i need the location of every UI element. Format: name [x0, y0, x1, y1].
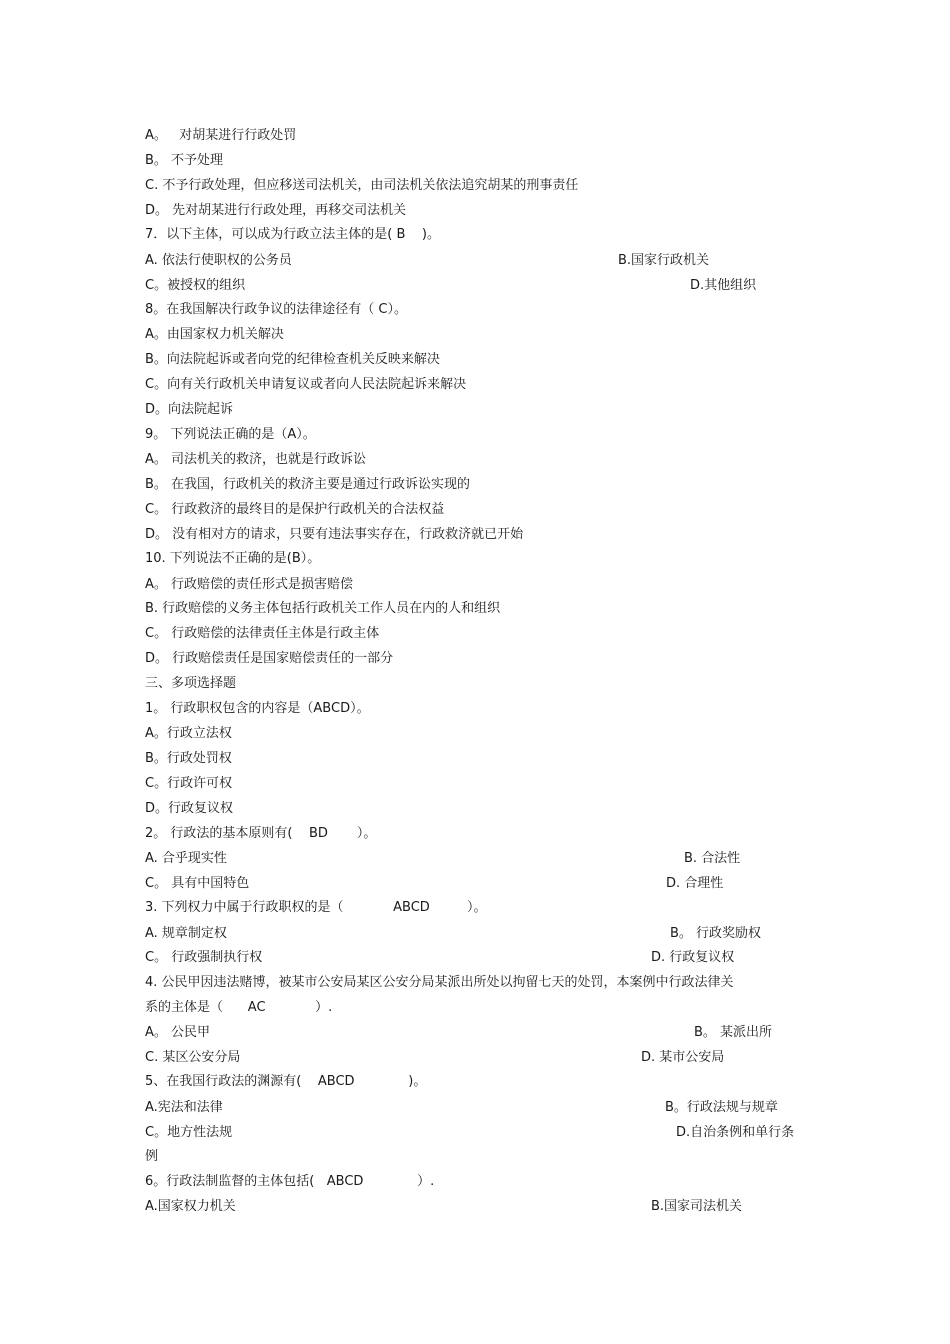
option-line: A。 行政赔偿的责任形式是损害赔偿	[145, 577, 354, 592]
question-line: 7．以下主体，可以成为行政立法主体的是( B )。	[145, 227, 440, 242]
option-line: C。被授权的组织	[145, 278, 246, 293]
option-line: A。行政立法权	[145, 726, 232, 741]
question-line: 4. 公民甲因违法赌博，被某市公安局某区公安分局某派出所处以拘留七天的处罚，本案例中行政法律关	[145, 975, 734, 990]
option-line: B。行政处罚权	[145, 751, 232, 766]
option-line-right: D. 行政复议权	[651, 950, 735, 965]
option-line: C. 某区公安分局	[145, 1050, 241, 1065]
option-line: C。向有关行政机关申请复议或者向人民法院起诉来解决	[145, 377, 467, 392]
option-line-continued: 例	[145, 1149, 159, 1164]
option-line: D。 没有相对方的请求，只要有违法事实存在，行政救济就已开始	[145, 527, 524, 542]
option-line: A。 对胡某进行行政处罚	[145, 128, 297, 143]
option-line-right: D.自治条例和单行条	[676, 1125, 795, 1140]
option-line: D。 先对胡某进行行政处理，再移交司法机关	[145, 203, 407, 218]
question-line: 5、在我国行政法的渊源有( ABCD )。	[145, 1074, 427, 1089]
option-line-right: B。 行政奖励权	[670, 926, 762, 941]
option-line: A。 司法机关的救济，也就是行政诉讼	[145, 452, 367, 467]
option-line: C。 具有中国特色	[145, 876, 250, 891]
option-line: D。行政复议权	[145, 801, 234, 816]
option-line-right: B。行政法规与规章	[665, 1100, 778, 1115]
option-line-right: D.其他组织	[690, 278, 757, 293]
question-line: 6。行政法制监督的主体包括( ABCD ）.	[145, 1174, 435, 1189]
section-heading: 三、多项选择题	[145, 676, 237, 691]
question-line: 8。在我国解决行政争议的法律途径有（ C）。	[145, 302, 407, 317]
option-line: A。 公民甲	[145, 1025, 211, 1040]
option-line: A。由国家权力机关解决	[145, 327, 284, 342]
question-line: 2。 行政法的基本原则有( BD ）。	[145, 826, 377, 841]
option-line-right: D. 某市公安局	[641, 1050, 725, 1065]
option-line-right: B。 某派出所	[694, 1025, 773, 1040]
question-line: 9。 下列说法正确的是（A）。	[145, 427, 316, 442]
option-line: B。 不予处理	[145, 153, 224, 168]
option-line: A.国家权力机关	[145, 1199, 236, 1214]
option-line: A. 合乎现实性	[145, 851, 227, 866]
option-line: A. 依法行使职权的公务员	[145, 253, 292, 268]
option-line-right: B.国家司法机关	[651, 1199, 743, 1214]
option-line: C。地方性法规	[145, 1125, 233, 1140]
option-line: B。 在我国，行政机关的救济主要是通过行政诉讼实现的	[145, 477, 471, 492]
option-line: A. 规章制定权	[145, 926, 227, 941]
option-line: C。 行政强制执行权	[145, 950, 263, 965]
option-line: B。向法院起诉或者向党的纪律检查机关反映来解决	[145, 352, 440, 367]
question-line: 10. 下列说法不正确的是(B）。	[145, 551, 321, 566]
option-line: C。行政许可权	[145, 776, 233, 791]
option-line-right: D. 合理性	[666, 876, 724, 891]
option-line: C。 行政救济的最终目的是保护行政机关的合法权益	[145, 502, 445, 517]
option-line: B. 行政赔偿的义务主体包括行政机关工作人员在内的人和组织	[145, 601, 501, 616]
option-line-right: B. 合法性	[684, 851, 741, 866]
option-line: D。向法院起诉	[145, 402, 234, 417]
question-line: 系的主体是（ AC ）.	[145, 1000, 333, 1015]
option-line: D。 行政赔偿责任是国家赔偿责任的一部分	[145, 651, 394, 666]
option-line-right: B.国家行政机关	[618, 253, 710, 268]
question-line: 3. 下列权力中属于行政职权的是（ ABCD ）。	[145, 900, 487, 915]
option-line: C。 行政赔偿的法律责任主体是行政主体	[145, 626, 380, 641]
option-line: C. 不予行政处理，但应移送司法机关，由司法机关依法追究胡某的刑事责任	[145, 178, 579, 193]
option-line: A.宪法和法律	[145, 1100, 223, 1115]
question-line: 1。 行政职权包含的内容是（ABCD）。	[145, 701, 370, 716]
